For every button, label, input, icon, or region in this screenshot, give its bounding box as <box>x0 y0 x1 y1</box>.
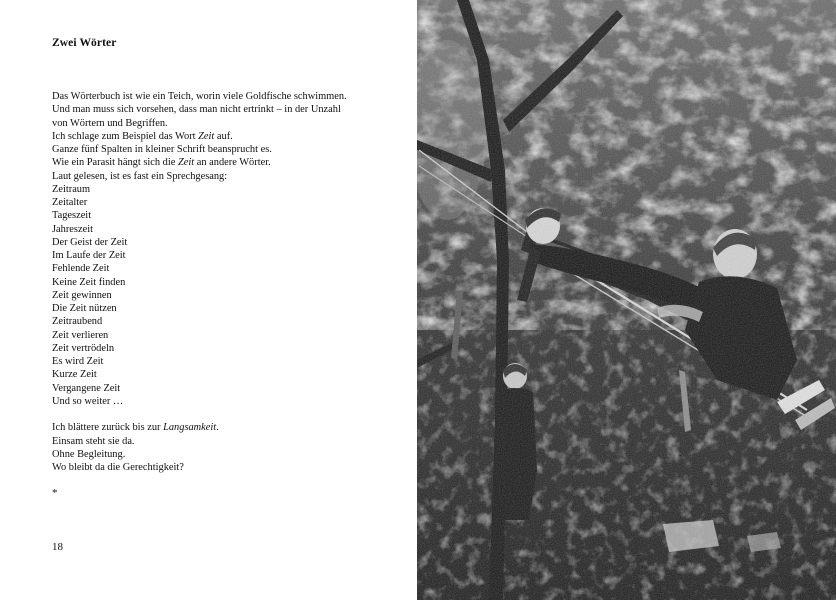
poem-line: Wo bleibt da die Gerechtigkeit? <box>52 462 184 473</box>
poem-line <box>52 156 392 169</box>
poem-line <box>52 421 392 434</box>
poem-line: Zeitraum <box>52 183 91 195</box>
poem-line: Zeit verlieren <box>52 329 109 341</box>
poem-line-text: auf. <box>214 130 233 142</box>
poem-line: Ganze fünf Spalten in kleiner Schrift beansprucht es. <box>52 144 272 155</box>
poem-line: von Wörtern und Begriffen. <box>52 117 168 129</box>
poem-line: Im Laufe der Zeit <box>52 250 126 261</box>
left-page <box>0 0 417 600</box>
page-number: 18 <box>52 541 63 553</box>
poem-line: Jahreszeit <box>52 223 93 235</box>
poem-line: Zeitalter <box>52 197 88 208</box>
poem-line: Zeitraubend <box>52 316 103 328</box>
poem-line: Der Geist der Zeit <box>52 236 128 248</box>
poem-line-text: Wie ein Parasit hängt sich die <box>52 157 178 169</box>
hammock-photo <box>417 0 836 600</box>
poem-line: Zeit vertrödeln <box>52 342 115 354</box>
emphasized-word: Langsamkeit <box>163 422 217 434</box>
poem-line: Zeit gewinnen <box>52 289 112 301</box>
poem-line: Vergangene Zeit <box>52 382 121 394</box>
poem-line: Fehlende Zeit <box>52 263 110 275</box>
poem-line: Keine Zeit finden <box>52 276 126 288</box>
poem-line: Das Wörterbuch ist wie ein Teich, worin viele Goldfische schwimmen. <box>52 91 347 102</box>
poem-line-text: an andere Wörter. <box>194 157 271 169</box>
poem-line: Kurze Zeit <box>52 369 97 381</box>
section-separator: * <box>52 487 58 499</box>
stanza-gap <box>52 408 392 421</box>
poem-line: Einsam steht sie da. <box>52 435 135 447</box>
emphasized-word: Zeit <box>198 130 215 142</box>
poem-line: Ohne Begleitung. <box>52 448 126 460</box>
poem-line-text: Ich schlage zum Beispiel das Wort <box>52 130 199 142</box>
poem-line: Die Zeit nützen <box>52 303 117 314</box>
poem-line: Und so weiter … <box>52 395 124 407</box>
poem-line: Und man muss sich vorsehen, dass man nicht ertrinkt – in der Unzahl <box>52 104 341 116</box>
poem-line-text: . <box>216 422 219 434</box>
poem-line-text: Ich blättere zurück bis zur <box>52 422 164 434</box>
poem-text <box>52 90 392 474</box>
poem-line: Es wird Zeit <box>52 356 104 367</box>
poem-line <box>52 130 392 143</box>
page-title: Zwei Wörter <box>52 37 117 49</box>
emphasized-word: Zeit <box>177 157 195 169</box>
poem-line: Tageszeit <box>52 210 92 222</box>
poem-line: Laut gelesen, ist es fast ein Sprechgesang: <box>52 170 228 182</box>
right-page <box>417 0 836 600</box>
